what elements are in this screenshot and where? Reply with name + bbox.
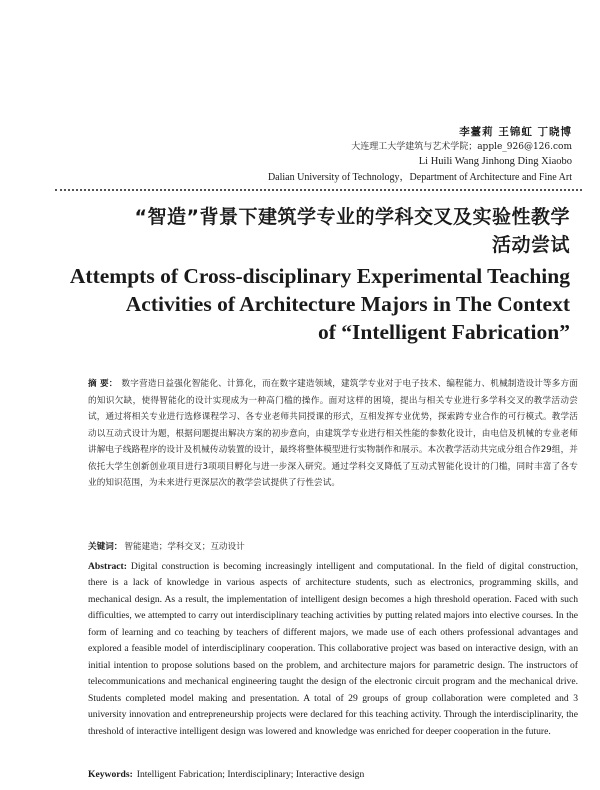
keywords-english: [88, 768, 578, 782]
author-names-cn: 李薹莉 王锦虹 丁晓博: [459, 126, 572, 138]
keywords-en-label: Keywords:: [88, 769, 133, 780]
abstract-english: [88, 559, 578, 740]
keywords-cn-label: 关键词：: [88, 542, 123, 552]
abstract-en-label: Abstract:: [88, 561, 127, 572]
author-block: [268, 124, 572, 185]
title-en-line: Attempts of Cross-disciplinary Experimental Teaching: [69, 264, 570, 288]
abstract-cn-text: 数字营造日益强化智能化、计算化，而在数字建造领域，建筑学专业对于电子技术、编程能力、机械制造设计等多方面的知识欠缺，使得智能化的设计实现成为一种高门槛的操作。面对这样的困境，提出与相关专业进行多学科交叉的教学活动尝试，通过将相关专业进行选修课程学习、各专业老师共同授课的形式，互相发挥专业优势，探索跨专业合作的可行模式。教学活动以互动式设计为题，根据问题提出解决方案的初步意向，由建筑学专业进行相关性能的参数化设计，由电信及机械的专业老师讲解电子线路程序的设计及机械传动装置的设计，最终将整体模型进行实物制作和展示。本次教学活动共完成分组合作29组，并依托大学生创新创业项目进行3项项目孵化与进一步深入研究。通过学科交叉降低了互动式智能化设计的门槛，同时丰富了各专业的知识范围，为未来进行更深层次的教学尝试提供了行性尝试。: [88, 379, 578, 488]
keywords-chinese: [88, 540, 578, 554]
title-chinese: [50, 203, 570, 259]
author-affiliation-en: Dalian University of Technology，Department of Architecture and Fine Art: [267, 172, 572, 183]
title-english: [50, 262, 570, 346]
header-divider: [55, 189, 582, 193]
abstract-en-text: Digital construction is becoming increasingly intelligent and computational. In the field of digital construction, there is a lack of knowledge in various aspects of architecture students, such as electronics, programming skills, and mechanical design. As a result, the implementation of intelligent design becomes a high threshold operation. Faced with such difficulties, we attempted to carry out interdisciplinary teaching activities by putting related majors into elective courses. In the form of learning and co teaching by teachers of different majors, we made use of each others professional advantages and explored a feasible model of interdisciplinary cooperation. This collaborative project was based on interactive design, with an initial intention to propose solutions based on the problem, and architecture majors for parametric design. The instructors of telecommunications and mechanical engineering taught the design of the electronic circuit program and the mechanical drive. Students completed model making and presentation. A total of 29 groups of group collaboration were completed and 3 university innovation and entrepreneurship projects were declared for this teaching activity. Through the interdisciplinarity, the threshold of interactive intelligent design was lowered and knowledge was enriched for deeper cooperation in the future.: [88, 561, 578, 737]
keywords-en-text: Intelligent Fabrication; Interdisciplinary; Interactive design: [136, 769, 365, 780]
title-en-line: Activities of Architecture Majors in The Context: [125, 292, 570, 316]
title-cn-line: 活动尝试: [491, 234, 570, 256]
title-en-line: of “Intelligent Fabrication”: [317, 320, 570, 344]
author-affiliation-cn: 大连理工大学建筑与艺术学院；apple_926@126.com: [351, 142, 572, 152]
keywords-cn-text: 智能建造；学科交叉；互动设计: [124, 542, 245, 552]
abstract-chinese: [88, 376, 578, 492]
author-names-en: Li Huili Wang Jinhong Ding Xiaobo: [418, 156, 572, 167]
title-cn-line: “智造”背景下建筑学专业的学科交叉及实验性教学: [134, 206, 570, 228]
abstract-cn-label: 摘 要：: [88, 379, 118, 389]
